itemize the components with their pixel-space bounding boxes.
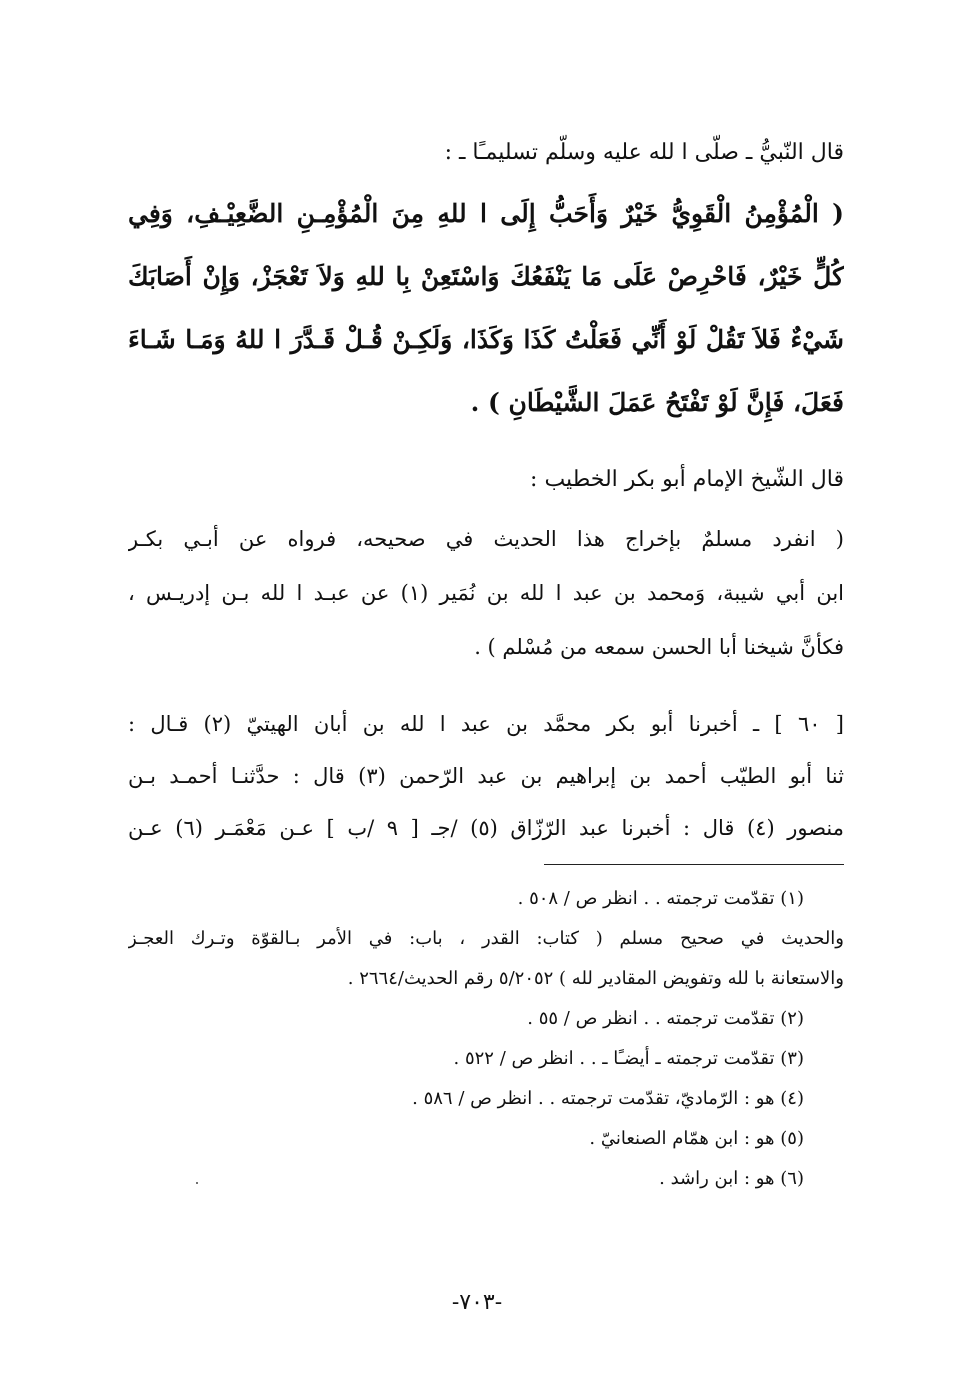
page-number: -٧٠٣- [451, 1290, 503, 1315]
intro-line: قال النّبيُّ ـ صلّى ا لله عليه وسلّم تسليمـًا ـ : [444, 140, 844, 165]
isnad-line: ثنا أبو الطيّب أحمد بن إبراهيم بن عبد الرّحمن (٣) قال : حدَّثنـا أحمـد بـن [128, 764, 844, 788]
footnotes [128, 879, 844, 1199]
isnad-line: [ ٦٠ ] ـ أخبرنا أبو بكر محمَّد بن عبد ا لله بن أبان الهيتيّ (٢) قـال : [128, 712, 844, 736]
footnote: والحديث في صحيح مسلم ( كتاب: القدر ، باب: في الأمر بـالقوّة وتـرك العجـز [128, 928, 844, 949]
hadith-text [128, 182, 844, 434]
isnad-paragraph [128, 698, 844, 854]
hadith-line: شَيْءٌ فَلاَ تَقُلْ لَوْ أَنِّي فَعَلْتُ كَذَا وَكَذَا، وَلَكِـنْ قُـلْ قَـدَّرَ ا للهُ وَمَـا شَـاءَ [128, 325, 844, 354]
page-body [128, 120, 844, 1199]
commentary-paragraph [128, 512, 844, 674]
commentary-line: فكأنَّ شيخنا أبا الحسن سمعه من مُسْلم ) . [474, 635, 844, 659]
hadith-line: فَعَلَ، فَإِنَّ لَوْ تَفْتَحُ عَمَلَ الشَّيْطَانِ ) . [470, 388, 844, 417]
scan-speck [196, 1182, 198, 1184]
hadith-line: ( الْمُؤْمِنُ الْقَوِيُّ خَيْرٌ وَأَحَبُّ إِلَى ا للهِ مِنَ الْمُؤْمِـنِ الضَّعِيْـفِ، وَفِي [128, 199, 844, 228]
footnote: (٦) هو : ابن راشد . [659, 1168, 804, 1189]
footnote: (٣) تقدّمت ترجمته ـ أيضـًا ـ . . انظر ص / ٥٢٢ . [453, 1048, 804, 1069]
footnote: (٢) تقدّمت ترجمته . . انظر ص / ٥٥ . [527, 1008, 804, 1029]
footnote: والاستعانة با لله وتفويض المقادير لله ) ٥/٢٠٥٢ رقم الحديث/٢٦٦٤ . [347, 968, 844, 989]
footnote: (١) تقدّمت ترجمته . . انظر ص / ٥٠٨ . [517, 888, 804, 909]
section-heading: قال الشّيخ الإمام أبو بكر الخطيب : [530, 467, 844, 492]
commentary-line: ابن أبي شيبة، وَمحمد بن عبد ا لله بن نُمَير (١) عن عبـد ا لله بـن إدريـس ، [128, 581, 844, 605]
footnote: (٤) هو : الرّماديّ، تقدّمت ترجمته . . انظر ص / ٥٨٦ . [412, 1088, 804, 1109]
footnote: (٥) هو : ابن همّام الصنعانيّ . [589, 1128, 804, 1149]
hadith-line: كُلٍّ خَيْرٌ، فَاحْرِصْ عَلَى مَا يَنْفَعُكَ وَاسْتَعِنْ بِا للهِ وَلاَ تَعْجَزْ، وَإِنْ أَصَابَكَ [128, 262, 844, 291]
commentary-line: ( انفرد مسلمٌ بإخراج هذا الحديث في صحيحه، فرواه عن أبـي بكـر [128, 527, 844, 551]
footnote-separator [544, 864, 844, 865]
isnad-line: منصور (٤) قال : أخبرنا عبد الرّزّاق (٥) /جـ [ ٩ /ب ] عـن مَعْمَـر (٦) عـن [128, 816, 844, 840]
